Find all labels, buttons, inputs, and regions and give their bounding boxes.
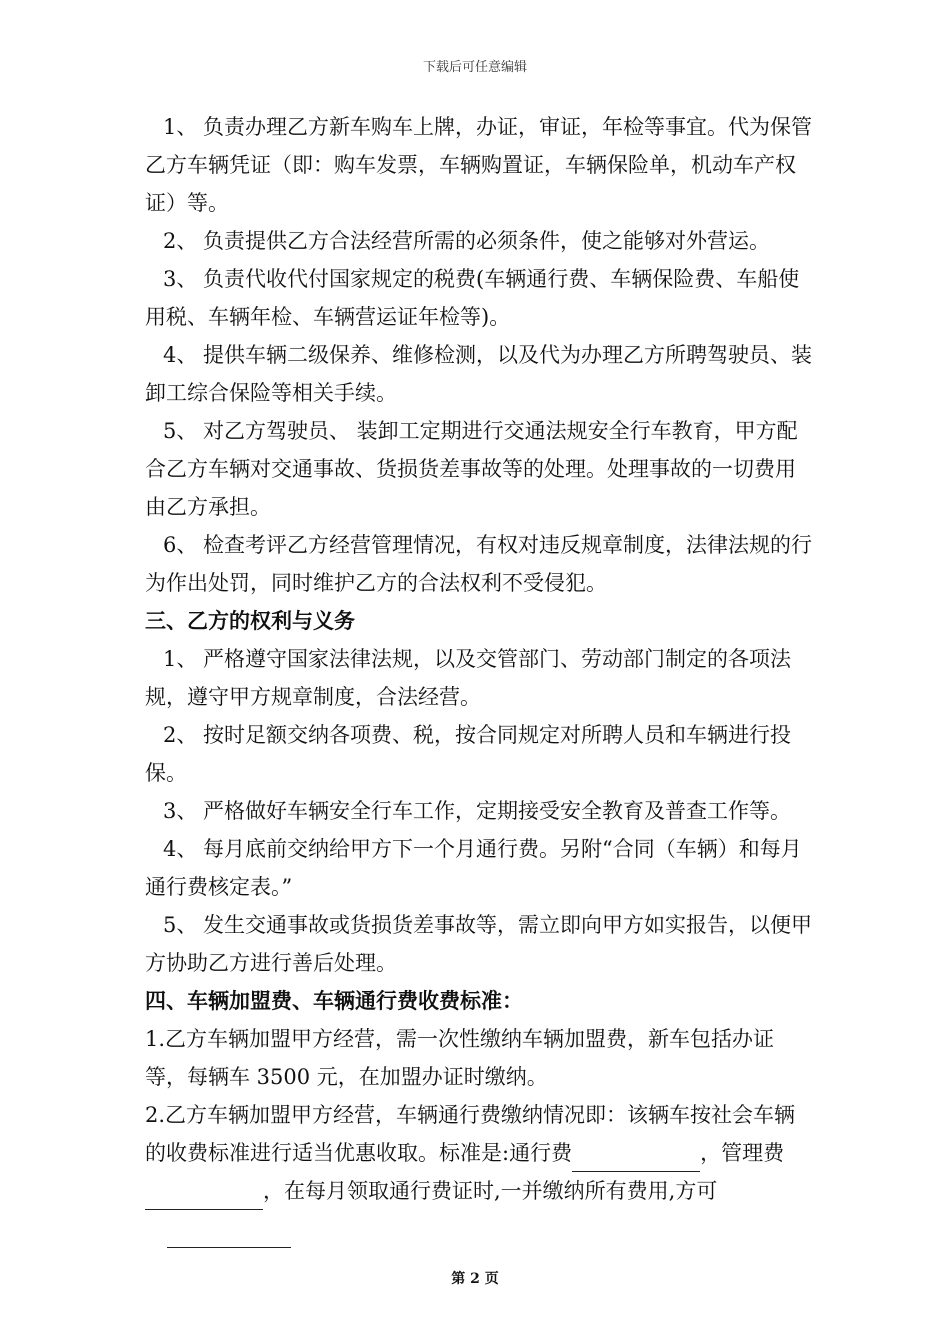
item-number: 3、	[163, 267, 198, 291]
item-text: 严格做好车辆安全行车工作，定期接受安全教育及普查工作等。	[203, 799, 791, 823]
item-number: 1、	[163, 647, 198, 671]
item-text: 对乙方驾驶员、 装卸工定期进行交通法规安全行车教育，甲方配合乙方车辆对交通事故、货损货差事故等的处理。处理事故的一切费用由乙方承担。	[145, 419, 798, 519]
fee-text-part-2: ，管理费	[700, 1141, 785, 1165]
page-header: 下载后可任意编辑	[422, 60, 527, 75]
list-item	[145, 640, 815, 716]
item-number: 3、	[163, 799, 198, 823]
party-a-obligations	[145, 108, 815, 602]
list-item	[145, 906, 815, 982]
list-item	[145, 336, 815, 412]
item-text: 按时足额交纳各项费、税，按合同规定对所聘人员和车辆进行投保。	[145, 723, 791, 785]
list-item	[145, 526, 815, 602]
trailing-blank	[167, 1223, 291, 1248]
list-item	[145, 830, 815, 906]
toll-fee-blank	[572, 1147, 700, 1172]
fee-text-part-1: 2.乙方车辆加盟甲方经营，车辆通行费缴纳情况即：该辆车按社会车辆的收费标准进行适当优惠收取。标准是:通行费	[145, 1103, 796, 1165]
list-item	[145, 260, 815, 336]
section-3-title: 三、乙方的权利与义务	[145, 609, 355, 633]
item-text: 发生交通事故或货损货差事故等，需立即向甲方如实报告，以便甲方协助乙方进行善后处理。	[145, 913, 812, 975]
fee-text-part-3: ，在每月领取通行费证时,一并缴纳所有费用,方可	[263, 1179, 718, 1203]
item-number: 6、	[163, 533, 198, 557]
item-number: 4、	[163, 837, 198, 861]
list-item	[145, 108, 815, 222]
item-number: 5、	[163, 419, 198, 443]
trailing-line	[145, 1210, 815, 1248]
list-item	[145, 792, 815, 830]
item-number: 2、	[163, 723, 198, 747]
item-number: 2、	[163, 229, 198, 253]
item-text: 负责提供乙方合法经营所需的必须条件，使之能够对外营运。	[203, 229, 770, 253]
page-number: 第 2 页	[451, 1271, 499, 1287]
item-text: 提供车辆二级保养、维修检测，以及代为办理乙方所聘驾驶员、装卸工综合保险等相关手续。	[145, 343, 812, 405]
document-body	[145, 108, 815, 1248]
list-item	[145, 412, 815, 526]
item-number: 4、	[163, 343, 198, 367]
section-4-title: 四、车辆加盟费、车辆通行费收费标准：	[145, 989, 523, 1013]
management-fee-blank	[145, 1185, 263, 1210]
list-item	[145, 222, 815, 260]
item-text: 负责办理乙方新车购车上牌，办证，审证，年检等事宜。代为保管乙方车辆凭证（即：购车发票，车辆购置证，车辆保险单，机动车产权证）等。	[145, 115, 812, 215]
item-text: 严格遵守国家法律法规，以及交管部门、劳动部门制定的各项法规，遵守甲方规章制度，合法经营。	[145, 647, 791, 709]
party-b-obligations	[145, 640, 815, 982]
fee-paragraph-1: 1.乙方车辆加盟甲方经营，需一次性缴纳车辆加盟费，新车包括办证等，每辆车 3500 元，在加盟办证时缴纳。	[145, 1027, 775, 1089]
item-text: 检查考评乙方经营管理情况，有权对违反规章制度，法律法规的行为作出处罚，同时维护乙方的合法权利不受侵犯。	[145, 533, 812, 595]
item-text: 负责代收代付国家规定的税费(车辆通行费、车辆保险费、车船使用税、车辆年检、车辆营运证年检等)。	[145, 267, 800, 329]
item-number: 5、	[163, 913, 198, 937]
list-item	[145, 716, 815, 792]
item-text: 每月底前交纳给甲方下一个月通行费。另附“合同（车辆）和每月通行费核定表。”	[145, 837, 802, 899]
item-number: 1、	[163, 115, 198, 139]
fee-paragraph-2	[145, 1096, 815, 1210]
